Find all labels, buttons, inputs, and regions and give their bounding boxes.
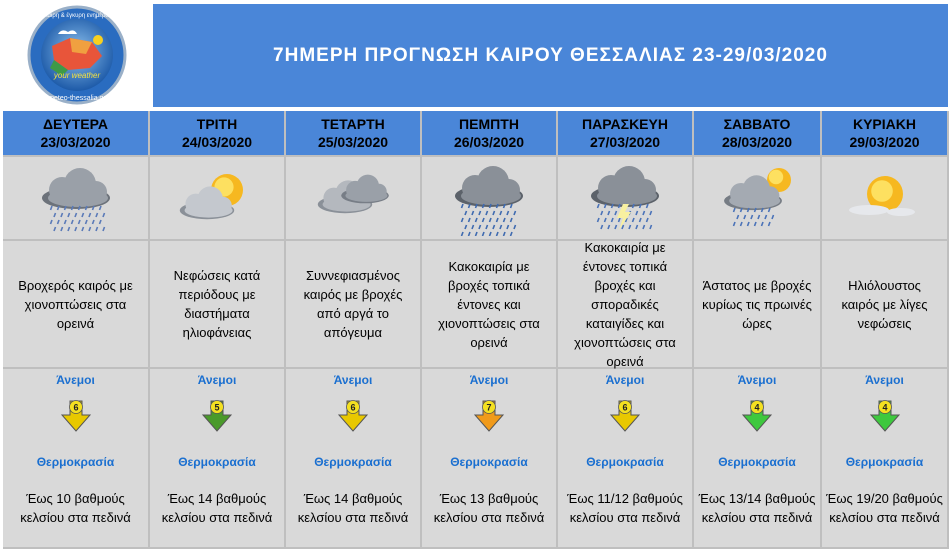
temperature-label: Θερμοκρασία: [586, 455, 664, 469]
svg-text:5: 5: [214, 402, 220, 413]
temperature-label: Θερμοκρασία: [450, 455, 528, 469]
forecast-description: [694, 241, 822, 369]
svg-text:6: 6: [622, 402, 628, 413]
svg-text:6: 6: [72, 402, 79, 413]
thunderstorm-cloud-icon: [565, 160, 685, 236]
svg-text:your weather: your weather: [53, 71, 101, 80]
wind-temp-cell: [822, 369, 949, 549]
forecast-description: [150, 241, 286, 369]
day-header: [422, 111, 558, 157]
wind-temp-cell: [558, 369, 694, 549]
svg-text:meteo-thessalia.gr: meteo-thessalia.gr: [48, 95, 106, 102]
temperature-text: Έως 13 βαθμούς κελσίου στα πεδινά: [433, 491, 545, 525]
heavy-rain-cloud-icon: [429, 160, 549, 236]
description-text: Κακοκαιρία με βροχές τοπικά έντονες και χιονοπτώσεις στα ορεινά: [438, 258, 540, 350]
forecast-description: [286, 241, 422, 369]
day-header: [286, 111, 422, 157]
day-name: ΠΑΡΑΣΚΕΥΗ: [582, 116, 668, 132]
forecast-description: [558, 241, 694, 369]
description-text: Κακοκαιρία με έντονες τοπικά βροχές και σποραδικές καταιγίδες και χιονοπτώσεις στα ορεινά: [574, 239, 676, 369]
wind-temp-cell: [3, 369, 150, 549]
day-name: ΤΕΤΑΡΤΗ: [321, 116, 385, 132]
temperature-label: Θερμοκρασία: [845, 455, 924, 469]
day-name: ΤΡΙΤΗ: [196, 116, 238, 132]
wind-label: Άνεμοι: [737, 373, 777, 387]
temperature-label: Θερμοκρασία: [314, 455, 392, 469]
day-name: ΔΕΥΤΕΡΑ: [42, 116, 109, 132]
partly-cloudy-sun-icon: [157, 160, 277, 236]
wind-temp-cell: [286, 369, 422, 549]
logo-emblem-icon: [6, 4, 148, 107]
description-text: Νεφώσεις κατά περιόδους με διαστήματα ηλιοφάνειας: [173, 268, 261, 340]
overcast-cloud-icon: [293, 160, 413, 236]
svg-text:4: 4: [881, 402, 888, 413]
temperature-text: Έως 10 βαθμούς κελσίου στα πεδινά: [20, 491, 131, 525]
description-text: Συννεφιασμένος καιρός με βροχές από αργά το απόγευμα: [303, 268, 403, 340]
site-logo[interactable]: [6, 4, 148, 107]
day-name: ΣΑΒΒΑΤΟ: [723, 116, 791, 132]
day-header: [150, 111, 286, 157]
wind-direction-arrow-icon: [199, 397, 235, 433]
wind-label: Άνεμοι: [865, 373, 904, 387]
day-date: 28/03/2020: [721, 134, 793, 150]
forecast-title-banner: [153, 4, 948, 107]
wind-direction-arrow-icon: [471, 397, 507, 433]
wind-temp-cell: [422, 369, 558, 549]
temperature-text: Έως 14 βαθμούς κελσίου στα πεδινά: [161, 491, 273, 525]
weather-icon-cell: [822, 157, 949, 241]
temperature-text: Έως 13/14 βαθμούς κελσίου στα πεδινά: [698, 491, 816, 525]
day-date: 24/03/2020: [181, 134, 253, 150]
wind-label: Άνεμοι: [56, 373, 95, 387]
forecast-description: [422, 241, 558, 369]
wind-label: Άνεμοι: [197, 373, 237, 387]
mostly-sunny-icon: [825, 160, 945, 236]
page-title: 7ΗΜΕΡΗ ΠΡΟΓΝΩΣΗ ΚΑΙΡΟΥ ΘΕΣΣΑΛΙΑΣ 23-29/03/2020: [273, 44, 828, 66]
wind-temp-cell: [150, 369, 286, 549]
weather-icon-cell: [694, 157, 822, 241]
weather-icon-cell: [3, 157, 150, 241]
weather-icon-cell: [286, 157, 422, 241]
wind-direction-arrow-icon: [58, 397, 94, 433]
sun-rain-cloud-icon: [697, 160, 817, 236]
wind-temp-cell: [694, 369, 822, 549]
day-name: ΚΥΡΙΑΚΗ: [852, 116, 916, 132]
temperature-label: Θερμοκρασία: [178, 455, 256, 469]
wind-direction-arrow-icon: [867, 397, 903, 433]
weather-icon-cell: [558, 157, 694, 241]
day-header: [3, 111, 150, 157]
forecast-table: [3, 111, 949, 549]
wind-direction-arrow-icon: [607, 397, 643, 433]
forecast-description: [3, 241, 150, 369]
description-text: Ηλιόλουστος καιρός με λίγες νεφώσεις: [841, 277, 928, 331]
forecast-description: [822, 241, 949, 369]
temperature-label: Θερμοκρασία: [36, 455, 115, 469]
svg-text:6: 6: [350, 402, 356, 413]
day-date: 29/03/2020: [849, 134, 920, 150]
svg-text:4: 4: [754, 402, 760, 413]
temperature-label: Θερμοκρασία: [718, 455, 796, 469]
wind-label: Άνεμοι: [333, 373, 373, 387]
wind-direction-arrow-icon: [335, 397, 371, 433]
description-text: Άστατος με βροχές κυρίως τις πρωινές ώρες: [702, 277, 812, 331]
day-header: [822, 111, 949, 157]
temperature-text: Έως 19/20 βαθμούς κελσίου στα πεδινά: [826, 491, 943, 525]
day-date: 27/03/2020: [589, 134, 661, 150]
wind-label: Άνεμοι: [605, 373, 645, 387]
day-name: ΠΕΜΠΤΗ: [459, 116, 519, 132]
svg-text:7: 7: [486, 402, 492, 413]
description-text: Βροχερός καιρός με χιονοπτώσεις στα ορεινά: [18, 277, 133, 331]
wind-label: Άνεμοι: [469, 373, 509, 387]
day-date: 26/03/2020: [453, 134, 525, 150]
temperature-text: Έως 11/12 βαθμούς κελσίου στα πεδινά: [567, 491, 683, 525]
temperature-text: Έως 14 βαθμούς κελσίου στα πεδινά: [297, 491, 409, 525]
svg-text:Έγκαιρη & έγκυρη ενημέρωση: Έγκαιρη & έγκυρη ενημέρωση: [36, 13, 118, 19]
wind-direction-arrow-icon: [739, 397, 775, 433]
day-date: 25/03/2020: [317, 134, 389, 150]
weather-icon-cell: [422, 157, 558, 241]
weather-icon-cell: [150, 157, 286, 241]
day-header: [558, 111, 694, 157]
day-date: 23/03/2020: [40, 134, 111, 150]
rain-snow-cloud-icon: [16, 160, 136, 236]
day-header: [694, 111, 822, 157]
